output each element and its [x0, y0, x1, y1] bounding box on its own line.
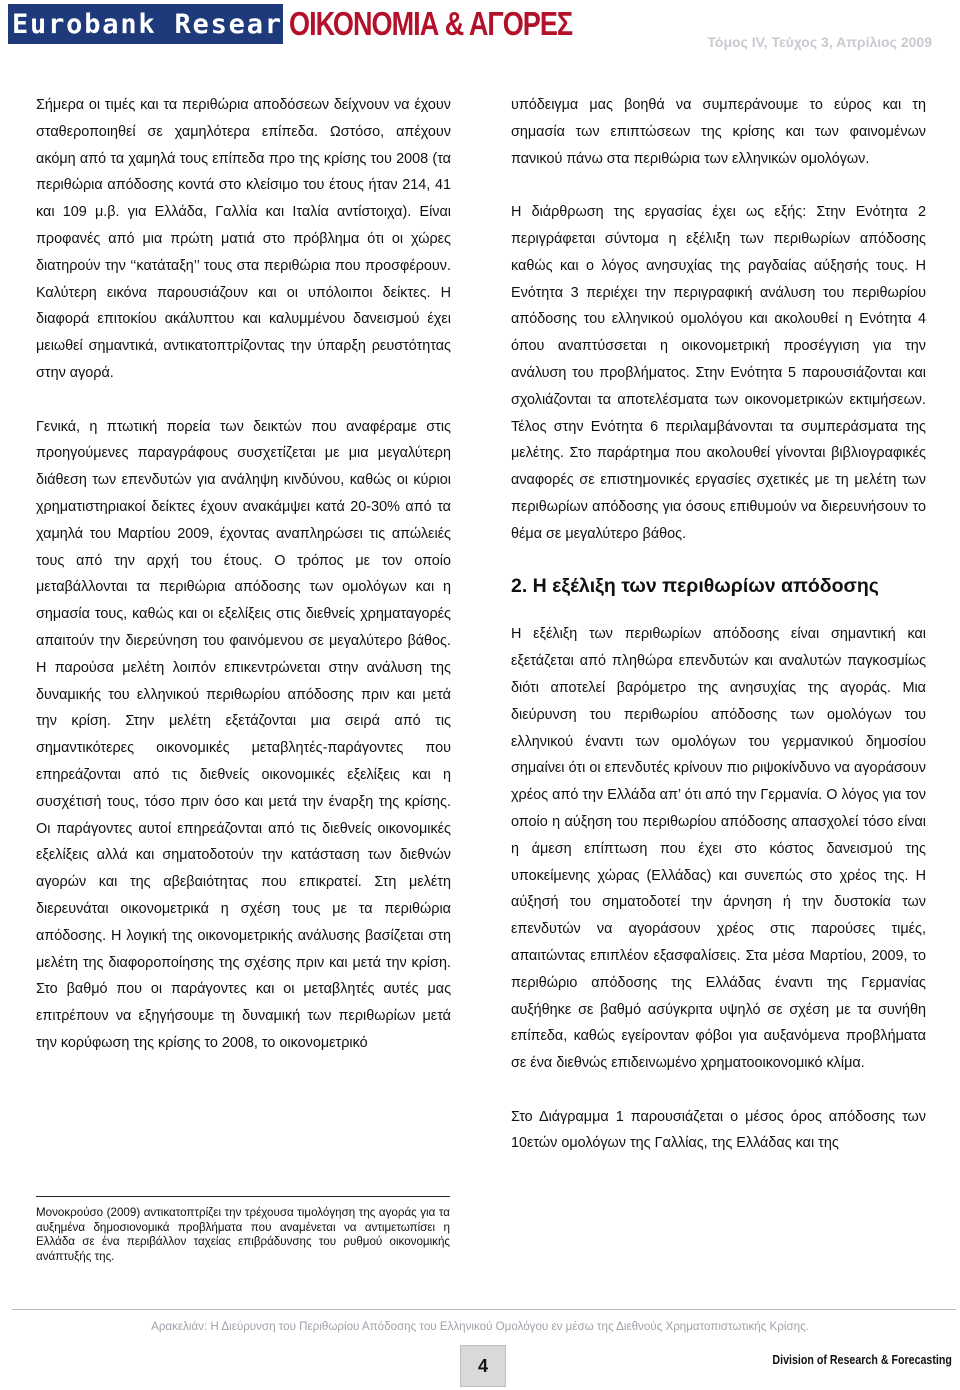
brand-name: Eurobank Research [12, 9, 319, 40]
publication-title: ΟΙΚΟΝΟΜΙΑ & ΑΓΟΡΕΣ [289, 5, 573, 42]
brand-banner [8, 4, 319, 44]
section-heading: 2. Η εξέλιξη των περιθωρίων απόδοσης [511, 575, 879, 598]
page-header [8, 4, 958, 50]
footnote: Μονοκρούσο (2009) αντικατοπτρίζει την τρέχουσα τιμολόγηση της αγοράς για τα αυξημένα δημοσιονομικά προβλήματα που αναμένεται να αντιμετωπίσει η Ελλάδα σε ένα περιβάλλον ταχείας επιβράδυνσης του ρυθμού οικονομικής ανάπτυξής της. [36, 1206, 450, 1263]
paragraph: Η διάρθρωση της εργασίας έχει ως εξής: Στην Ενότητα 2 περιγράφεται σύντομα η εξέλιξη των περιθωρίων απόδοσης καθώς και ο λόγος ανησυχίας της ραγδαίας αύξησής τους. Η Ενότητα 3 περιέχει την περιγραφική ανάλυση του περιθωρίου απόδοσης του ελληνικού ομολόγου και ακολουθεί η Ενότητα 4 όπου αναπτύσσεται η οικονομετρική προσέγγιση για την ανάλυση του προβλήματος. Στην Ενότητα 5 παρουσιάζονται και σχολιάζονται τα αποτελέσματα των οικονομετρικών εκτιμήσεων. Τέλος στην Ενότητα 6 περιλαμβάνονται τα συμπεράσματα της μελέτης. Στο παράρτημα που ακολουθεί γίνονται βιβλιογραφικές αναφορές σε επιστημονικές εργασίες σχετικές με τη μελέτη των περιθωρίων απόδοσης για όσους επιθυμούν να διερευνήσουν το θέμα σε μεγαλύτερο βάθος. [511, 204, 926, 542]
right-column [511, 92, 926, 1157]
paragraph: Σήμερα οι τιμές και τα περιθώρια αποδόσεων δείχνουν να έχουν σταθεροποιηθεί σε χαμηλότερα επίπεδα. Ωστόσο, απέχουν ακόμη από τα χαμηλά τους επίπεδα προ της κρίσης του 2008 (τα περιθώρια απόδοσης κοντά στο κλείσιμο του έτους ήταν 214, 41 και 109 μ.β. για Ελλάδα, Γαλλία και Ιταλία αντίστοιχα). Είναι προφανές από μια πρώτη ματιά στο πρόβλημα ότι οι χώρες διατηρούν την ‘‘κατάταξη’’ τους στα περιθώρια που προσφέρουν. Καλύτερη εικόνα παρουσιάζουν και οι υπόλοιποι δείκτες. Η διαφορά επιτοκίου ακάλυπτου και καλυμμένου δανεισμού έχει μειωθεί σημαντικά, αντικατοπτρίζοντας την ύπαρξη ρευστότητας στην αγορά. [36, 97, 451, 381]
paragraph: Στο Διάγραμμα 1 παρουσιάζεται ο μέσος όρος απόδοσης των 10ετών ομολόγων της Γαλλίας, της Ελλάδας και της [511, 1108, 926, 1152]
paragraph: Η εξέλιξη των περιθωρίων απόδοσης είναι σημαντική και εξετάζεται από πληθώρα επενδυτών και αναλυτών παγκοσμίως διότι αποτελεί βαρόμετρο της ανησυχίας της αγοράς. Μια διεύρυνση του περιθωρίου απόδοσης των ομολόγων του ελληνικού έναντι των ομολόγων του γερμανικού δημοσίου σημαίνει ότι οι επενδυτές κρίνουν πιο ριψοκίνδυνο να αγοράσουν χρέος από την Ελλάδα απ’ ότι από την Γερμανία. Ο λόγος για τον οποίο η αύξηση του περιθωρίου απόδοσης απασχολεί τόσο είναι η άμεση επίπτωση που έχει στο κόστος δανεισμού της υποκείμενης χώρας (Ελλάδας) και συνεπώς στο χρέος της. Η αύξησή του σηματοδοτεί την άρνηση ή την δυστοκία των επενδυτών να αγοράσουν χρέος στις παρούσες τιμές, απαιτώντας επιπλέον εξασφαλίσεις. Στα μέσα Μαρτίου, 2009, το περιθώριο απόδοσης της Ελλάδας έναντι της Γερμανίας αυξήθηκε σε βαθμό ασύγκριτα υψηλό σε σχέση με τα συνήθη επίπεδα, καθώς εγείρονταν φόβοι για αυξανόμενα προβλήματα σε ένα διεθνώς επιδεινωμένο χρηματοοικονομικό κλίμα. [511, 626, 926, 1072]
footer-divider [12, 1309, 956, 1310]
footnote-divider [36, 1196, 450, 1197]
division-label: Division of Research & Forecasting [772, 1352, 952, 1367]
paragraph: Γενικά, η πτωτική πορεία των δεικτών που αναφέραμε στις προηγούμενες παραγράφους συσχετίζεται με μια μεγαλύτερη διάθεση των επενδυτών για ανάληψη κινδύνου, καθώς οι κύριοι χρηματιστηριακοί δείκτες έχουν ανακάμψει κατά 20-30% από τα χαμηλά του Μαρτίου 2009, έχοντας αναπληρώσει τις απώλειές τους από την αρχή του έτους. Ο τρόπος με τον οποίο μεταβάλλονται τα περιθώρια απόδοσης των ομολόγων και η σημασία τους, καθώς και οι εξελίξεις στις διεθνείς χρηματαγορές απαιτούν την διερεύνηση του φαινόμενου σε μεγαλύτερο βάθος. Η παρούσα μελέτη λοιπόν επικεντρώνεται στην ανάλυση της δυναμικής του ελληνικού περιθωρίου απόδοσης πριν και μετά την κρίση. Στην μελέτη εξετάζονται μια σειρά από τις σημαντικότερες οικονομικές μεταβλητές-παράγοντες που επηρεάζονται από τις διεθνείς οικονομικές εξελίξεις και η συσχέτισή τους, τόσο πριν όσο και μετά την έναρξη της κρίσης. Οι παράγοντες αυτοί επηρεάζονται από τις διεθνείς οικονομικές εξελίξεις αλλά και σηματοδοτούν την κατάσταση των διεθνών αγορών και της αβεβαιότητας που επικρατεί. Στη μελέτη διερευνάται οικονομετρικά η σχέση τους με τα περιθώρια απόδοσης. Η λογική της οικονομετρικής ανάλυσης βασίζεται στη μελέτη της διαφοροποίησης της σχέσης πριν και μετά την κρίση. Στο βαθμό που οι παράγοντες και οι μεταβλητές αυτές μας επιτρέπουν να εξηγήσουμε τη δυναμική των περιθωρίων μετά την κορύφωση της κρίσης το 2008, το οικονομετρικό [36, 418, 451, 1051]
issue-info: Τόμος IV, Τεύχος 3, Απρίλιος 2009 [707, 34, 932, 50]
left-column [36, 92, 451, 1057]
paragraph: υπόδειγμα μας βοηθά να συμπεράνουμε το εύρος και τη σημασία των επιπτώσεων της κρίσης και των φαινομένων πανικού πάνω στα περιθώρια των ελληνικών ομολόγων. [511, 97, 926, 167]
footer-caption: Αρακελιάν: Η Διεύρυνση του Περιθωρίου Απόδοσης του Ελληνικού Ομολόγου εν μέσω της Διεθνούς Χρηματοπιστωτικής Κρίσης. [151, 1320, 809, 1333]
page-number: 4 [460, 1345, 506, 1387]
